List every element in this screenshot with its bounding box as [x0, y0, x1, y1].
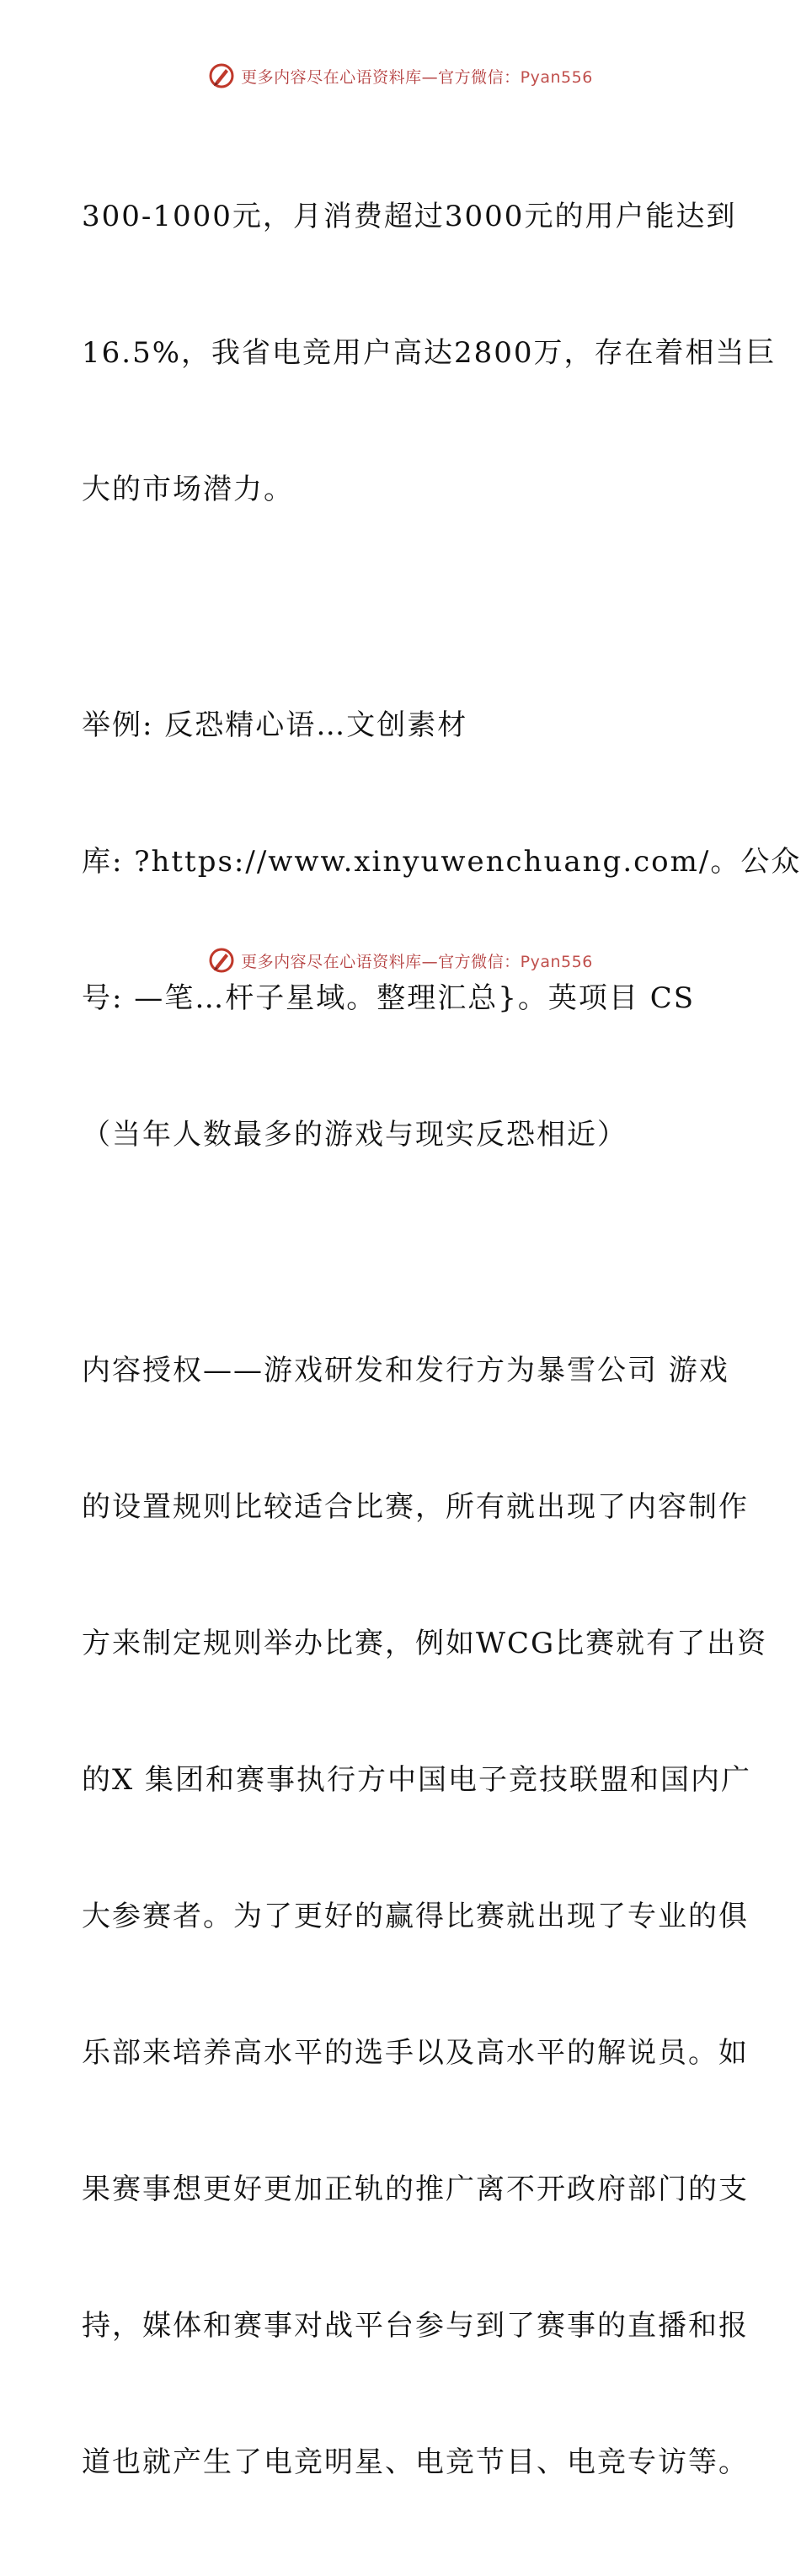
text-line: 举例: 反恐精心语…文创素材 [82, 708, 468, 742]
watermark-wechat-id: Pyan556 [520, 67, 593, 87]
watermark-label: 更多内容尽在心语资料库—官方微信： [241, 67, 521, 87]
text-line: 16.5%，我省电竞用户高达2800万，存在着相当巨 [82, 336, 777, 370]
text-line: 的X 集团和赛事执行方中国电子竞技联盟和国内广 [82, 1763, 752, 1797]
text-line: 大参赛者。为了更好的赢得比赛就出现了专业的俱 [82, 1900, 749, 1933]
text-line: （当年人数最多的游戏与现实反恐相近） [82, 1118, 627, 1152]
watermark-text [241, 65, 593, 88]
text-line: 内容授权——游戏研发和发行方为暴雪公司 游戏 [82, 1354, 729, 1387]
text-line: 的设置规则比较适合比赛，所有就出现了内容制作 [82, 1490, 749, 1524]
pen-logo-icon [207, 61, 236, 90]
document-body [82, 103, 801, 2576]
text-line: 库: ?https://www.xinyuwenchuang.com/。公众 [82, 845, 801, 879]
paragraph-3 [82, 1257, 768, 2576]
text-line: 持，媒体和赛事对战平台参与到了赛事的直播和报 [82, 2309, 749, 2343]
text-line: 方来制定规则举办比赛，例如WCG比赛就有了出资 [82, 1627, 768, 1660]
watermark-wechat-id: Pyan556 [520, 952, 593, 971]
watermark-text [241, 949, 593, 972]
watermark-footer [0, 943, 800, 977]
text-line: 300-1000元，月消费超过3000元的用户能达到 [82, 200, 737, 233]
watermark-label: 更多内容尽在心语资料库—官方微信： [241, 952, 521, 971]
pen-logo-icon [207, 946, 236, 975]
text-line: 乐部来培养高水平的选手以及高水平的解说员。如 [82, 2036, 749, 2070]
text-line: 果赛事想更好更加正轨的推广离不开政府部门的支 [82, 2172, 749, 2206]
text-line: 道也就产生了电竞明星、电竞节目、电竞专访等。 [82, 2445, 749, 2479]
paragraph-2 [82, 612, 801, 1248]
paragraph-1 [82, 103, 777, 603]
text-line: 大的市场潜力。 [82, 473, 294, 506]
text-line: 号: —笔…杆子星域。整理汇总}。英项目 CS [82, 981, 696, 1015]
watermark-header [0, 59, 800, 93]
